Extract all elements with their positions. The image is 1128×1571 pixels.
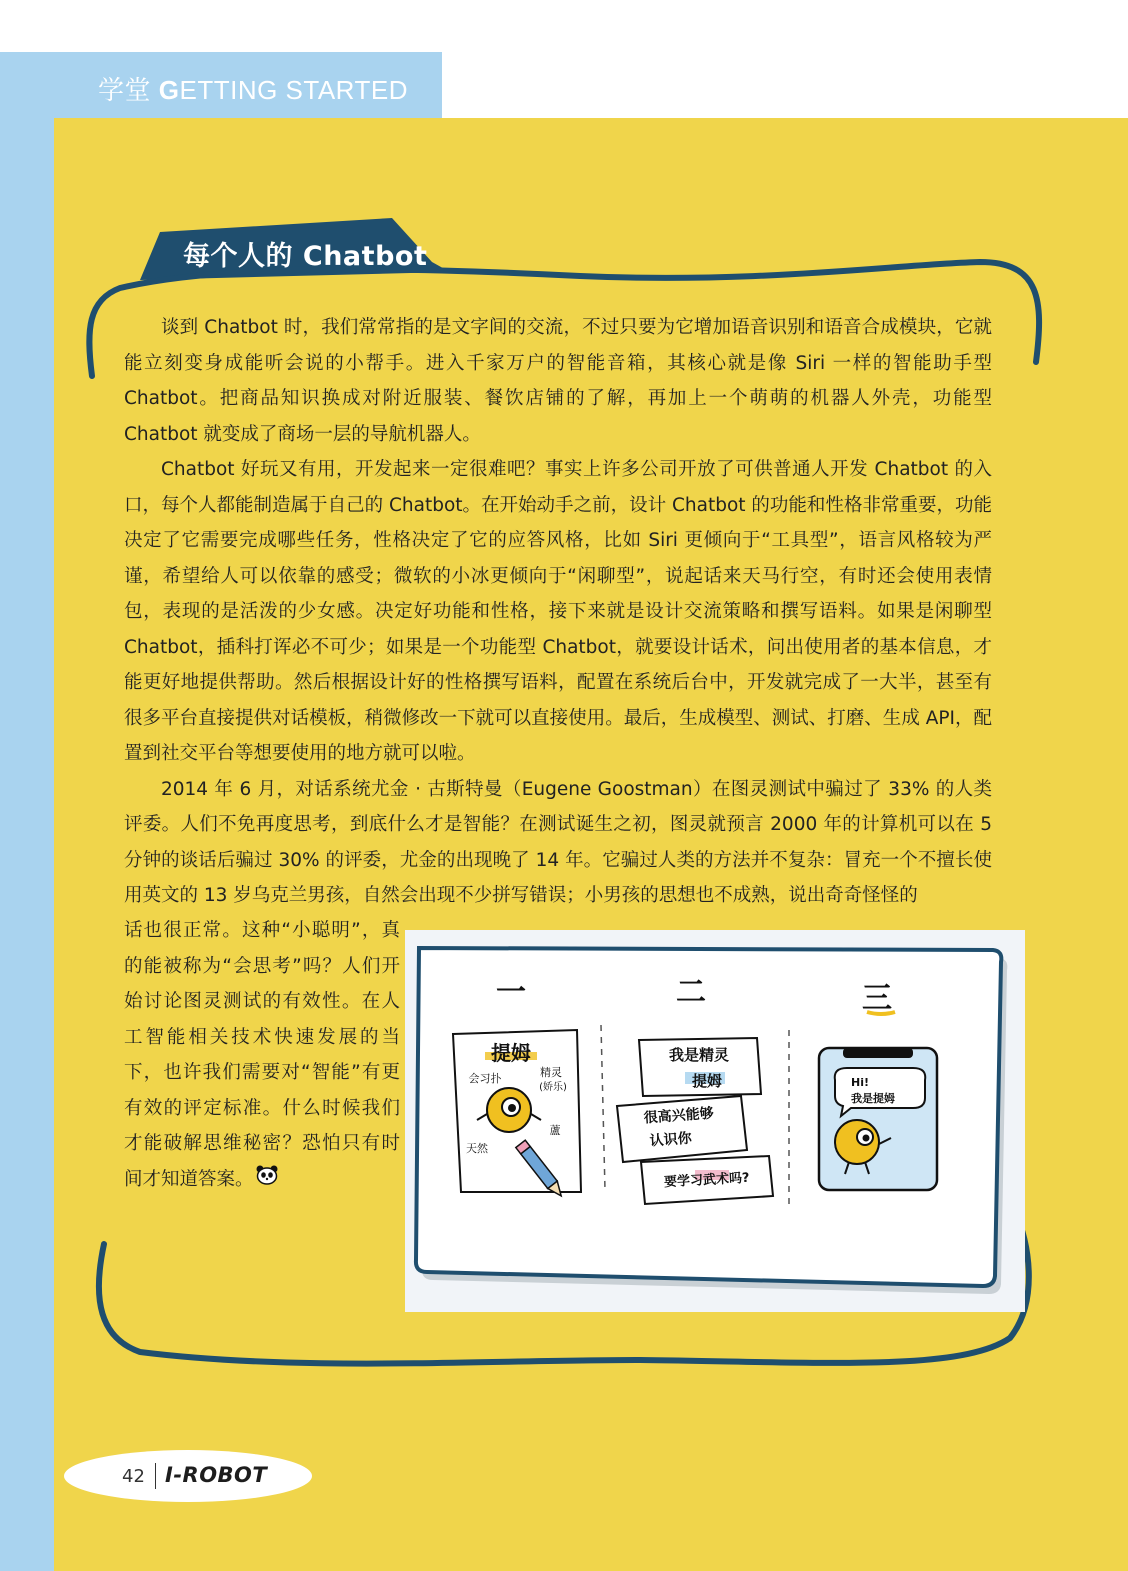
card-text: 认识你 xyxy=(649,1130,693,1150)
character-tag: 蘆 xyxy=(549,1124,561,1137)
header-label-cn: 学堂 xyxy=(98,75,152,105)
panel-1 xyxy=(453,1030,581,1200)
paragraph: Chatbot 好玩又有用，开发起来一定很难吧？事实上许多公司开放了可供普通人开发 Chatbot 的入口，每个人都能制造属于自己的 Chatbot。在开始动手之前，设计 Chatbot 的功能和性格非常重要，功能决定了它需要完成哪些任务，性格决定了它的应答风格，比如 Siri 更倾向于“工具型”，语言风格较为严谨，希望给人可以依靠的感受；微软的小冰更倾向于“闲聊型”，说起话来天马行空，有时还会使用表情包，表现的是活泼的少女感。决定好功能和性格，接下来就是设计交流策略和撰写语料。如果是闲聊型 Chatbot，插科打诨必不可少；如果是一个功能型 Chatbot，就要设计话术，问出使用者的基本信息，才能更好地提供帮助。然后根据设计好的性格撰写语料，配置在系统后台中，开发就完成了一大半，甚至有很多平台直接提供对话模板，稍微修改一下就可以直接使用。最后，生成模型、测试、打磨、生成 API，配置到社交平台等想要使用的地方就可以啦。 xyxy=(124,459,992,764)
character-tag: 天然 xyxy=(466,1142,488,1155)
character-tag: 精灵 xyxy=(540,1066,562,1079)
card-text: 我是精灵 xyxy=(668,1046,730,1064)
magazine-brand: I-ROBOT xyxy=(165,1463,268,1487)
panda-icon xyxy=(256,1162,278,1198)
panel-number: 三 xyxy=(862,981,892,1016)
card-text: 要学习武术吗? xyxy=(663,1170,750,1191)
panel-number: 一 xyxy=(496,975,526,1010)
comic-svg xyxy=(405,930,1025,1312)
article-body xyxy=(124,310,992,914)
character-tag: (娇乐) xyxy=(539,1082,567,1093)
article-continuation xyxy=(124,913,400,1197)
header-label-rest: ETTING STARTED xyxy=(179,75,408,105)
card-text: 提姆 xyxy=(691,1072,723,1090)
panel-number: 二 xyxy=(676,975,706,1010)
paragraph: 2014 年 6 月，对话系统尤金 · 古斯特曼（Eugene Goostman）在图灵测试中骗过了 33% 的人类评委。人们不免再度思考，到底什么才是智能？在测试诞生之初，图灵就预言 2000 年的计算机可以在 5 分钟的谈话后骗过 30% 的评委，尤金的出现晚了 14 年。它骗过人类的方法并不复杂：冒充一个不擅长使用英文的 13 岁乌克兰男孩，自然会出现不少拼写错误；小男孩的思想也不成熟，说出奇奇怪怪的 xyxy=(124,778,992,906)
comic-illustration xyxy=(405,930,1025,1312)
footer-divider xyxy=(155,1463,156,1489)
character-name: 提姆 xyxy=(491,1041,531,1065)
character-tag: 会习扑 xyxy=(468,1072,502,1085)
speech-text: 我是提姆 xyxy=(851,1092,895,1105)
header-label-initial: G xyxy=(158,75,180,105)
speech-text: Hi! xyxy=(851,1076,869,1089)
card-text: 很高兴能够 xyxy=(643,1105,715,1127)
paragraph: 谈到 Chatbot 时，我们常常指的是文字间的交流，不过只要为它增加语音识别和语音合成模块，它就能立刻变身成能听会说的小帮手。进入千家万户的智能音箱，其核心就是像 Siri 一样的智能助手型 Chatbot。把商品知识换成对附近服装、餐饮店铺的了解，再加上一个萌萌的机器人外壳，功能型 Chatbot 就变成了商场一层的导航机器人。 xyxy=(124,317,992,445)
section-title: 每个人的 Chatbot xyxy=(183,241,428,272)
paragraph-continuation: 话也很正常。这种“小聪明”，真的能被称为“会思考”吗？人们开始讨论图灵测试的有效性。在人工智能相关技术快速发展的当下，也许我们需要对“智能”有更有效的评定标准。什么时候我们才能破解思维秘密？恐怕只有时间才知道答案。 xyxy=(124,920,400,1190)
panel-3 xyxy=(819,1048,937,1190)
page-number: 42 xyxy=(122,1466,145,1487)
